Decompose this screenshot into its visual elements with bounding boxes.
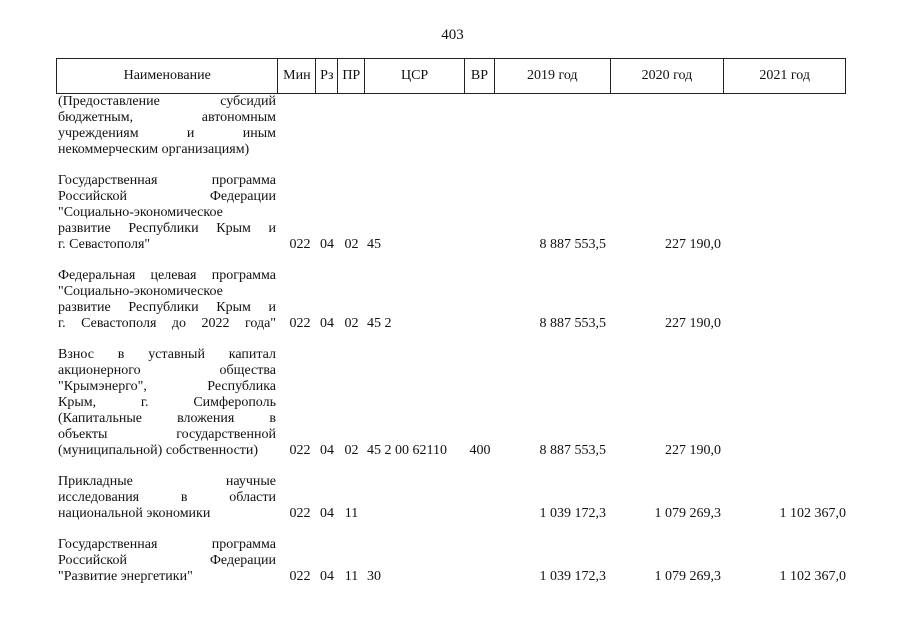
row-name-line: национальной экономики — [58, 506, 211, 521]
row-name-line: г. Севастополя" — [58, 237, 151, 252]
row-name — [56, 94, 278, 158]
row-2019: 1 039 172,3 — [539, 569, 606, 584]
row-2020: 1 079 269,3 — [654, 506, 721, 521]
header-name: Наименование — [57, 59, 278, 93]
row-min: 022 — [289, 443, 311, 458]
row-2020: 227 190,0 — [665, 237, 721, 252]
row-csr: 45 — [367, 237, 381, 252]
row-2019: 8 887 553,5 — [539, 443, 606, 458]
row-2019: 8 887 553,5 — [539, 237, 606, 252]
row-2020: 227 190,0 — [665, 316, 721, 331]
page-number: 403 — [441, 27, 464, 43]
row-pr: 11 — [344, 506, 359, 521]
header-2021: 2021 год — [759, 68, 810, 83]
row-min: 022 — [289, 506, 311, 521]
row-name-line: (муниципальной) собственности) — [58, 443, 259, 458]
row-2020: 1 079 269,3 — [654, 569, 721, 584]
table-row — [56, 347, 846, 459]
row-rz: 04 — [320, 569, 334, 584]
row-name — [56, 474, 278, 522]
row-name-line: развитие Республики Крым и — [58, 221, 276, 236]
row-name-line: развитие Республики Крым и — [58, 300, 276, 315]
header-vr: ВР — [465, 59, 495, 93]
row-rz: 04 — [320, 506, 334, 521]
table-row — [56, 268, 846, 332]
row-name-line: "Социально-экономическое — [58, 205, 223, 220]
row-rz: 04 — [320, 237, 334, 252]
row-csr: 45 2 — [367, 316, 392, 331]
row-pr: 11 — [344, 569, 359, 584]
row-pr: 02 — [344, 443, 359, 458]
row-name-line: Взнос в уставный капитал — [58, 347, 276, 362]
row-name — [56, 268, 278, 332]
table-row — [56, 173, 846, 253]
row-name — [56, 173, 278, 253]
header-pr: ПР — [338, 59, 365, 93]
header-2020: 2020 год — [611, 59, 725, 93]
row-pr: 02 — [344, 316, 359, 331]
row-name-line: Российской Федерации — [58, 553, 276, 568]
row-name-line: Крым, г. Симферополь — [58, 395, 276, 410]
row-name-line: Российской Федерации — [58, 189, 276, 204]
row-name-line: г. Севастополя до 2022 года" — [58, 316, 276, 331]
row-name-line: (Капитальные вложения в — [58, 411, 276, 426]
row-name-line: Государственная программа — [58, 537, 276, 552]
row-name-line: акционерного общества — [58, 363, 276, 378]
row-name — [56, 347, 278, 459]
header-2019: 2019 год — [495, 59, 611, 93]
row-name-line: Прикладные научные — [58, 474, 276, 489]
row-min: 022 — [289, 569, 311, 584]
row-min: 022 — [289, 316, 311, 331]
row-2021: 1 102 367,0 — [779, 506, 846, 521]
row-name-line: учреждениям и иным — [58, 126, 276, 141]
row-vr: 400 — [469, 443, 491, 458]
row-rz: 04 — [320, 316, 334, 331]
row-csr: 45 2 00 62110 — [367, 443, 447, 458]
header-csr: ЦСР — [365, 59, 465, 93]
row-name — [56, 537, 278, 585]
row-name-line: Государственная программа — [58, 173, 276, 188]
table-row — [56, 474, 846, 522]
row-pr: 02 — [344, 237, 359, 252]
header-rz: Рз — [316, 59, 338, 93]
row-2019: 8 887 553,5 — [539, 316, 606, 331]
row-name-line: исследования в области — [58, 490, 276, 505]
row-rz: 04 — [320, 443, 334, 458]
table-row — [56, 537, 846, 585]
row-name-line: объекты государственной — [58, 427, 276, 442]
row-2020: 227 190,0 — [665, 443, 721, 458]
row-2019: 1 039 172,3 — [539, 506, 606, 521]
row-name-line: (Предоставление субсидий — [58, 94, 276, 109]
row-min: 022 — [289, 237, 311, 252]
row-name-line: "Развитие энергетики" — [58, 569, 193, 584]
table-body — [56, 94, 846, 600]
row-csr: 30 — [367, 569, 381, 584]
row-name-line: "Крымэнерго", Республика — [58, 379, 276, 394]
row-name-line: бюджетным, автономным — [58, 110, 276, 125]
table-row — [56, 94, 846, 158]
row-name-line: "Социально-экономическое — [58, 284, 223, 299]
row-name-line: Федеральная целевая программа — [58, 268, 276, 283]
header-min: Мин — [278, 59, 316, 93]
table-header — [56, 58, 846, 94]
row-name-line: некоммерческим организациям) — [58, 142, 250, 157]
row-2021: 1 102 367,0 — [779, 569, 846, 584]
